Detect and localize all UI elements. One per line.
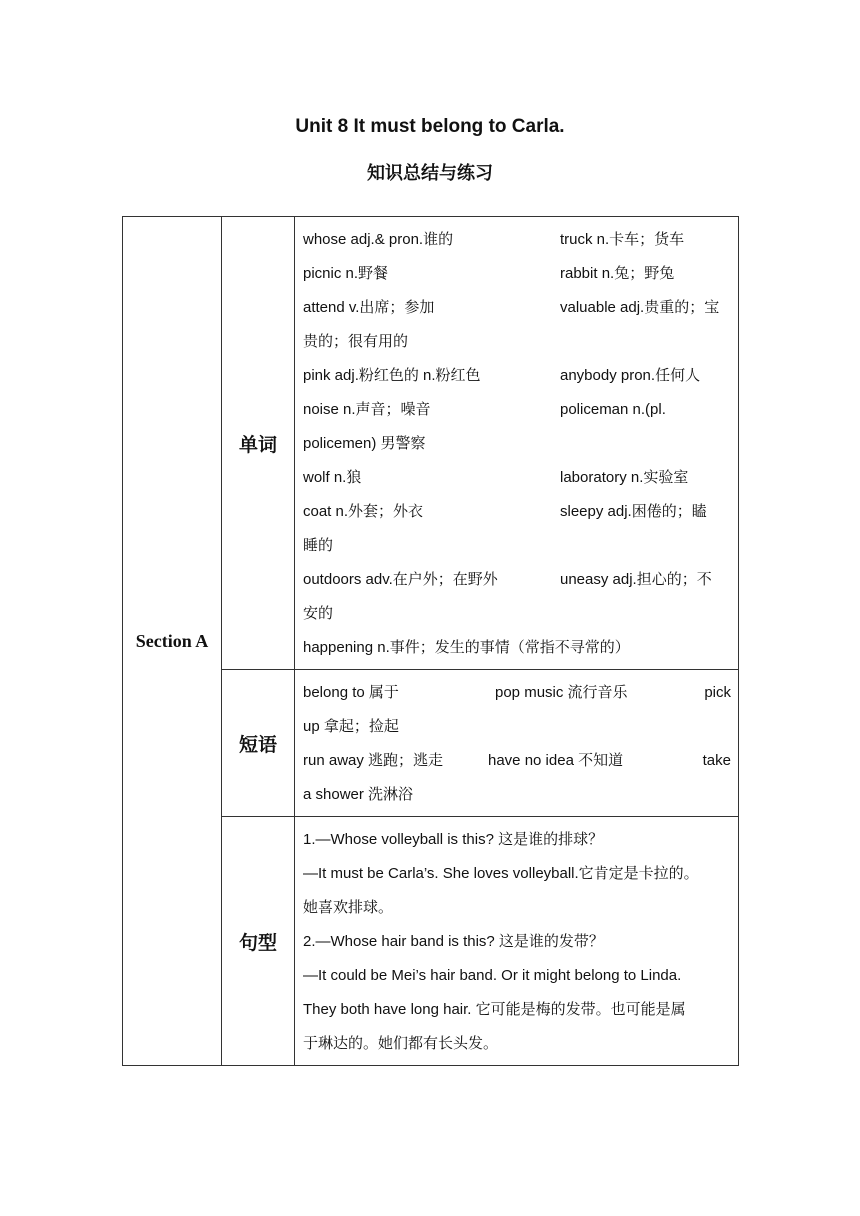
page-subtitle: 知识总结与练习: [367, 163, 493, 184]
vocab-row: [123, 217, 739, 670]
vocab-line: 睡的: [303, 537, 334, 554]
sentence-line: They both have long hair. 它可能是梅的发带。也可能是属: [303, 1001, 686, 1018]
vocab-item: laboratory n.实验室: [560, 469, 689, 486]
vocab-line: [303, 223, 731, 257]
vocab-item: truck n.卡车；货车: [560, 231, 685, 248]
summary-table: [122, 216, 739, 1066]
phrase-line: [303, 744, 731, 778]
vocab-line: [303, 461, 731, 495]
vocab-label: 单词: [222, 217, 295, 670]
vocab-item: pink adj.粉红色的 n.粉红色: [303, 367, 481, 384]
sentences-label: 句型: [222, 817, 295, 1066]
phrase-item: take: [702, 752, 731, 769]
vocab-line: [303, 291, 731, 325]
phrase-item: pop music 流行音乐: [495, 684, 628, 701]
vocab-line: [303, 563, 731, 597]
vocab-item: coat n.外套；外衣: [303, 503, 424, 520]
vocab-line: policemen) 男警察: [303, 435, 426, 452]
vocab-item: uneasy adj.担心的；不: [560, 571, 712, 588]
vocab-line: [303, 495, 731, 529]
phrase-line: a shower 洗淋浴: [303, 786, 414, 803]
vocab-line: [303, 257, 731, 291]
sentence-line: 她喜欢排球。: [303, 899, 394, 916]
vocab-item: anybody pron.任何人: [560, 367, 701, 384]
sentences-cell: [295, 817, 739, 1066]
phrase-line: up 拿起；捡起: [303, 718, 399, 735]
vocab-line: [303, 393, 731, 427]
phrase-item: pick: [704, 684, 731, 701]
phrases-label: 短语: [222, 670, 295, 817]
vocab-item: policeman n.(pl.: [560, 401, 666, 418]
phrase-item: have no idea 不知道: [488, 752, 624, 769]
vocab-item: picnic n.野餐: [303, 265, 389, 282]
section-label: Section A: [123, 217, 222, 1066]
sentence-line: 2.—Whose hair band is this? 这是谁的发带？: [303, 933, 604, 950]
phrases-cell: [295, 670, 739, 817]
vocab-item: wolf n.狼: [303, 469, 362, 486]
vocab-line: happening n.事件；发生的事情（常指不寻常的）: [303, 639, 630, 656]
sentence-line: —It must be Carla’s. She loves volleyball.它肯定是卡拉的。: [303, 865, 699, 882]
vocab-item: outdoors adv.在户外；在野外: [303, 571, 498, 588]
sentence-line: —It could be Mei’s hair band. Or it might belong to Linda.: [303, 967, 682, 984]
vocab-cell: [295, 217, 739, 670]
vocab-item: valuable adj.贵重的；宝: [560, 299, 720, 316]
vocab-item: noise n.声音；噪音: [303, 401, 431, 418]
phrase-line: [303, 676, 731, 710]
vocab-line: [303, 359, 731, 393]
vocab-line: 贵的；很有用的: [303, 333, 409, 350]
vocab-item: rabbit n.兔；野兔: [560, 265, 675, 282]
vocab-line: 安的: [303, 605, 334, 622]
vocab-item: sleepy adj.困倦的；瞌: [560, 503, 707, 520]
vocab-item: attend v.出席；参加: [303, 299, 435, 316]
page-title: Unit 8 It must belong to Carla.: [295, 116, 565, 137]
vocab-item: whose adj.& pron.谁的: [303, 231, 454, 248]
sentence-line: 1.—Whose volleyball is this? 这是谁的排球？: [303, 831, 604, 848]
phrase-item: belong to 属于: [303, 684, 399, 701]
sentence-line: 于琳达的。她们都有长头发。: [303, 1035, 499, 1052]
phrase-item: run away 逃跑；逃走: [303, 752, 444, 769]
